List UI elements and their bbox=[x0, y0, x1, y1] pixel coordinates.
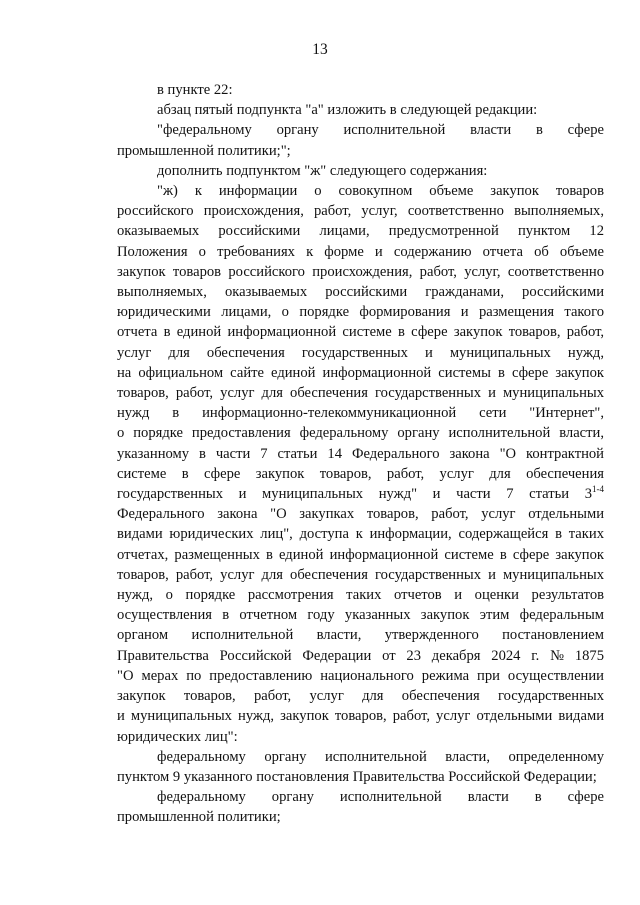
text-line bbox=[77, 383, 604, 403]
document-body bbox=[77, 80, 605, 828]
text-line-content: промышленной политики;"; bbox=[117, 142, 291, 159]
text-line bbox=[77, 646, 605, 666]
text-line bbox=[77, 504, 604, 524]
text-line-content: "федеральному органу исполнительной власти в сфере bbox=[157, 122, 604, 139]
text-line bbox=[77, 625, 604, 645]
text-line-content: видами юридических лиц", доступа к информации, содержащейся в таких bbox=[117, 526, 604, 543]
paragraph bbox=[77, 161, 564, 181]
text-line bbox=[77, 262, 604, 282]
text-line bbox=[77, 161, 564, 181]
text-line bbox=[77, 524, 604, 544]
text-line bbox=[77, 787, 604, 807]
text-line-content: осуществления в отчетном году указанных закупок этим федеральным bbox=[117, 607, 604, 624]
text-line-content: юридических лиц": bbox=[117, 728, 238, 745]
text-line bbox=[77, 484, 605, 504]
text-line-content: оказываемых российскими лицами, предусмотренной пунктом 12 bbox=[117, 223, 604, 240]
text-line bbox=[77, 120, 604, 140]
paragraph bbox=[77, 100, 564, 120]
text-line-content: Правительства Российской Федерации от 23 декабря 2024 г. № 1875 bbox=[117, 647, 605, 664]
text-line-content: о порядке предоставления федеральному органу исполнительной власти, bbox=[117, 425, 604, 442]
text-line bbox=[77, 727, 564, 747]
paragraph bbox=[77, 747, 604, 787]
text-line-content: товаров, работ, услуг для обеспечения государственных и муниципальных bbox=[117, 566, 604, 583]
text-line-content: нужд, о порядке рассмотрения таких отчетов и оценки результатов bbox=[117, 587, 605, 604]
text-line-content: и муниципальных нужд, закупок товаров, работ, услуг отдельными видами bbox=[117, 708, 604, 725]
text-line bbox=[77, 322, 604, 342]
text-line bbox=[77, 282, 604, 302]
text-line bbox=[77, 767, 597, 787]
paragraph bbox=[77, 80, 564, 100]
text-line-content: "О мерах по предоставлению национального режима при осуществлении bbox=[117, 667, 604, 684]
text-line-content: "ж) к информации о совокупном объеме закупок товаров bbox=[157, 183, 604, 200]
text-line bbox=[77, 585, 605, 605]
text-line bbox=[77, 302, 604, 322]
text-line-content: абзац пятый подпункта "а" изложить в следующей редакции: bbox=[157, 102, 538, 119]
text-line-content: российского происхождения, работ, услуг, соответственно выполняемых, bbox=[117, 203, 604, 220]
text-line bbox=[77, 605, 604, 625]
text-line bbox=[77, 444, 604, 464]
text-line bbox=[77, 181, 604, 201]
text-line bbox=[77, 747, 604, 767]
text-line bbox=[77, 807, 564, 827]
text-line-content: закупок товаров, работ, услуг для обеспечения государственных bbox=[117, 688, 604, 705]
text-line-content: товаров, работ, услуг для обеспечения государственных и муниципальных bbox=[117, 385, 604, 402]
text-line bbox=[77, 343, 604, 363]
text-line bbox=[77, 403, 604, 423]
text-line bbox=[77, 80, 564, 100]
text-line bbox=[77, 666, 604, 686]
text-line bbox=[77, 686, 604, 706]
paragraph bbox=[77, 181, 605, 747]
text-line-content: федеральному органу исполнительной власти, определенному bbox=[157, 748, 604, 765]
text-line-content: указанному в части 7 статьи 14 Федерального закона "О контрактной bbox=[117, 445, 604, 462]
text-line-content: выполняемых, оказываемых российскими гражданами, российскими bbox=[117, 284, 604, 301]
text-line-content: федеральному органу исполнительной власти в сфере bbox=[157, 789, 604, 806]
text-line-content: Федерального закона "О закупках товаров, работ, услуг отдельными bbox=[117, 506, 604, 523]
text-line bbox=[77, 221, 604, 241]
text-line-content: промышленной политики; bbox=[117, 809, 281, 826]
text-line-content: отчета в единой информационной системе в сфере закупок товаров, работ, bbox=[117, 324, 604, 341]
superscript: 1-4 bbox=[592, 484, 605, 495]
text-line bbox=[77, 423, 604, 443]
text-line-content: нужд в информационно-телекоммуникационной сети "Интернет", bbox=[117, 405, 604, 422]
text-line-content: отчетах, размещенных в единой информационной системе в сфере закупок bbox=[117, 546, 605, 563]
paragraph bbox=[77, 787, 604, 827]
text-line bbox=[77, 201, 604, 221]
text-line-content: закупок товаров российского происхождения, работ, услуг, соответственно bbox=[117, 263, 604, 280]
text-line-content: в пункте 22: bbox=[157, 82, 233, 98]
text-line-content: услуг для обеспечения государственных и муниципальных нужд, bbox=[117, 344, 604, 361]
text-line bbox=[77, 100, 564, 120]
text-line-content: системе в сфере закупок товаров, работ, услуг для обеспечения bbox=[117, 465, 604, 482]
text-line bbox=[77, 141, 564, 161]
text-line-content: юридическими лицами, о порядке формирования и размещения такого bbox=[117, 304, 604, 321]
text-line-content: органом исполнительной власти, утвержденного постановлением bbox=[117, 627, 604, 644]
text-line bbox=[77, 706, 604, 726]
text-line-content: на официальном сайте единой информационной системы в сфере закупок bbox=[117, 364, 604, 381]
text-line bbox=[77, 363, 604, 383]
text-line bbox=[77, 545, 605, 565]
text-line bbox=[77, 565, 604, 585]
text-line-content: пунктом 9 указанного постановления Правительства Российской Федерации; bbox=[117, 768, 597, 785]
page-number: 13 bbox=[312, 41, 328, 58]
text-line-content: Положения о требованиях к форме и содержанию отчета об объеме bbox=[117, 243, 604, 260]
text-line-content: дополнить подпунктом "ж" следующего содержания: bbox=[157, 162, 488, 179]
text-line bbox=[77, 242, 604, 262]
paragraph bbox=[77, 120, 604, 160]
text-line-content: государственных и муниципальных нужд" и части 7 статьи 3 bbox=[117, 486, 593, 503]
text-line bbox=[77, 464, 604, 484]
